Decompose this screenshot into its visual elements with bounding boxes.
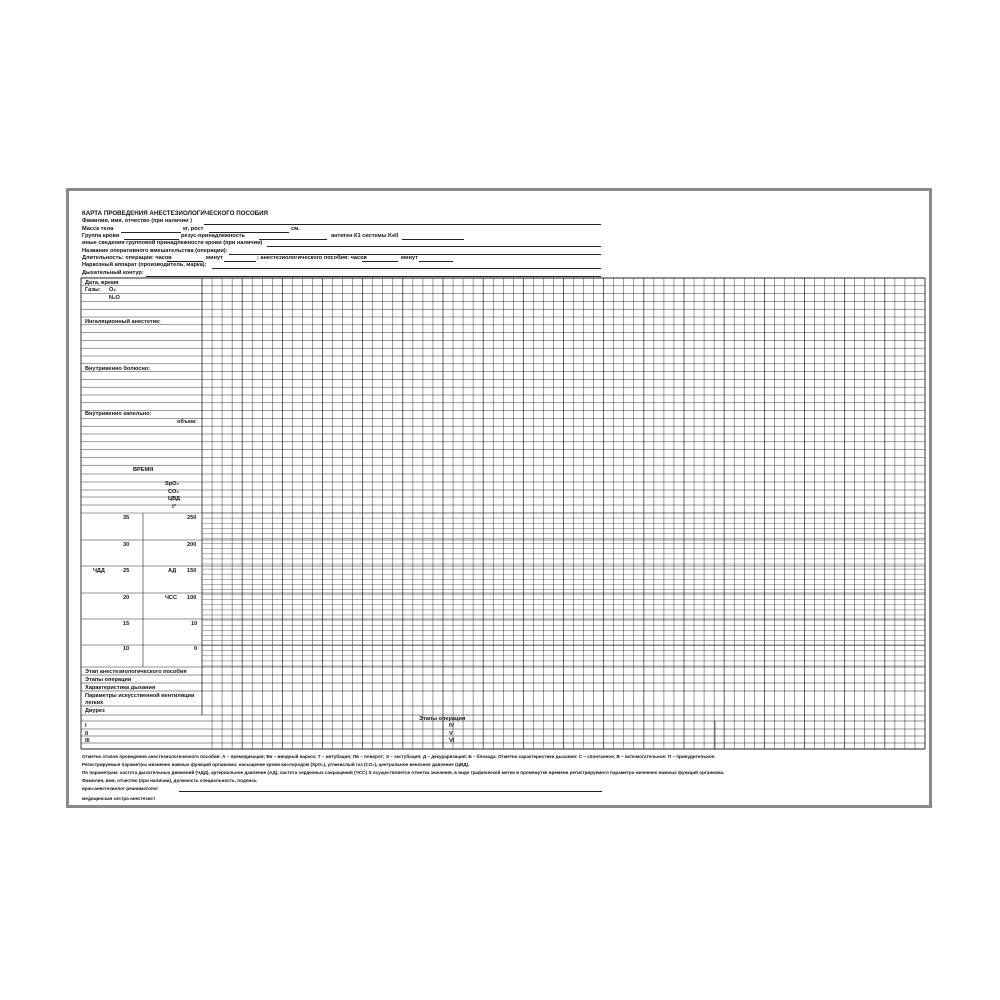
notes-line-4: Фамилия, имя, отчество (при наличии), должность специальность, подпись xyxy=(82,778,257,783)
scale-right-150: 150 xyxy=(187,568,197,574)
o2-label: O₂ xyxy=(109,287,116,293)
ventilation-label-2: легких xyxy=(85,700,104,706)
anesthesiologist-signature-field[interactable] xyxy=(179,791,602,792)
time-label: ВРЕМЯ xyxy=(133,467,154,473)
stage-op-label: Этапы операции xyxy=(85,677,132,683)
blood-group-label: Группа крови xyxy=(82,233,120,239)
anesthesia-chart-sheet xyxy=(66,188,932,808)
scale-right-0: 0 xyxy=(194,646,198,652)
minutes-label-1: минут xyxy=(206,255,223,261)
other-blood-label: иные сведения групповой принадлежности крови (при наличии) xyxy=(82,240,263,246)
stage-i: I xyxy=(85,723,87,729)
notes-line-5: врач-анестезиолог-реаниматолог xyxy=(82,786,159,791)
n2o-label: N₂O xyxy=(109,295,120,301)
spo2-label: SpO₂ xyxy=(165,481,179,487)
bp-label: АД xyxy=(168,568,177,574)
scale-left-10: 10 xyxy=(123,646,130,652)
stage-ii: II xyxy=(85,731,89,737)
scale-right-250: 250 xyxy=(187,515,197,521)
rr-label: ЧДД xyxy=(93,568,105,574)
scale-right-10: 10 xyxy=(191,621,198,627)
duration-anest-label: ; анестезиологического пособия: часов xyxy=(257,255,367,261)
stages-header: Этапы операции xyxy=(419,716,466,722)
stage-v: V xyxy=(449,731,453,737)
weight-unit: кг, рост xyxy=(183,226,204,232)
diuresis-label: Диурез xyxy=(85,708,105,714)
name-label: Фамилия, имя, отчество (при наличии ) xyxy=(82,218,192,224)
hr-label: ЧСС xyxy=(165,595,178,601)
iv-drip-label: Внутривенно капельно: xyxy=(85,411,152,417)
apparatus-label: Наркозный аппарат (производитель, марка): xyxy=(82,262,207,268)
scale-left-15: 15 xyxy=(123,621,130,627)
stage-iii: III xyxy=(85,738,90,744)
temp-label: t° xyxy=(172,504,177,510)
scale-right-100: 100 xyxy=(187,595,197,601)
cvp-label: ЦВД xyxy=(168,496,181,502)
notes-line-6: медицинская сестра-анестезист xyxy=(82,796,156,801)
stage-iv: IV xyxy=(449,723,455,729)
iv-bolus-label: Внутривенно болюсно: xyxy=(85,366,151,372)
date-time-label: Дата, время xyxy=(85,280,119,286)
scale-right-200: 200 xyxy=(187,542,197,548)
stage-vi: VI xyxy=(449,738,455,744)
circuit-label: Дыхательный контур: xyxy=(82,270,144,276)
stage-anest-label: Этап анестезиологического пособия xyxy=(85,669,187,675)
gases-label: Газы: xyxy=(85,287,101,293)
inhal-label: Ингаляционный анестетик: xyxy=(85,319,161,325)
scale-left-25: 25 xyxy=(123,568,130,574)
height-unit: см. xyxy=(291,226,300,232)
volume-label: объем: xyxy=(177,419,197,425)
co2-label: CO₂ xyxy=(168,489,179,495)
ventilation-label-1: Параметры искусственной вентиляции xyxy=(85,693,195,699)
weight-label: Масса тела xyxy=(82,226,114,232)
notes-line-1: Отметки этапов проведения анестезиологического пособия: А – премедикация; Вн – вводный наркоз; Т – интубация; Пв – поворот; Э – экстубация; Д – декураризация; Б – блокада. Отметки характеристики дыхания: С – спонтанное; В – вспомогательное; П – принудительное. xyxy=(82,754,716,759)
scale-left-35: 35 xyxy=(123,515,130,521)
notes-line-2: Регистрируемые параметры жизненно важных функций организма: насыщение крови кислородом (SpO₂), углекислый газ (CO₂), центральное венозное давление (ЦВД). xyxy=(82,762,470,767)
scale-left-30: 30 xyxy=(123,542,130,548)
duration-op-label: Длительность: операции: часов xyxy=(82,255,172,261)
breathing-label: Характеристика дыхания xyxy=(85,685,156,691)
kell-label: антиген К1 системы Kell xyxy=(331,233,399,239)
notes-line-3: По параметрам: частота дыхательных движений (ЧДД), артериальное давление (АД), частота сердечных сокращений (ЧСС) Э осуществляется отметка значения, в виде графической метки в промежутке времени регистрируемого параметра жизненно важных функций организма. xyxy=(82,770,725,775)
form-title: КАРТА ПРОВЕДЕНИЯ АНЕСТЕЗИОЛОГИЧЕСКОГО ПОСОБИЯ xyxy=(82,210,268,217)
operation-name-label: Название оперативного вмешательства (операции): xyxy=(82,248,228,254)
scale-left-20: 20 xyxy=(123,595,130,601)
minutes-label-2: минут xyxy=(401,255,418,261)
chart-grid xyxy=(69,191,929,805)
rhesus-label: резус-принадлежность xyxy=(181,233,245,239)
